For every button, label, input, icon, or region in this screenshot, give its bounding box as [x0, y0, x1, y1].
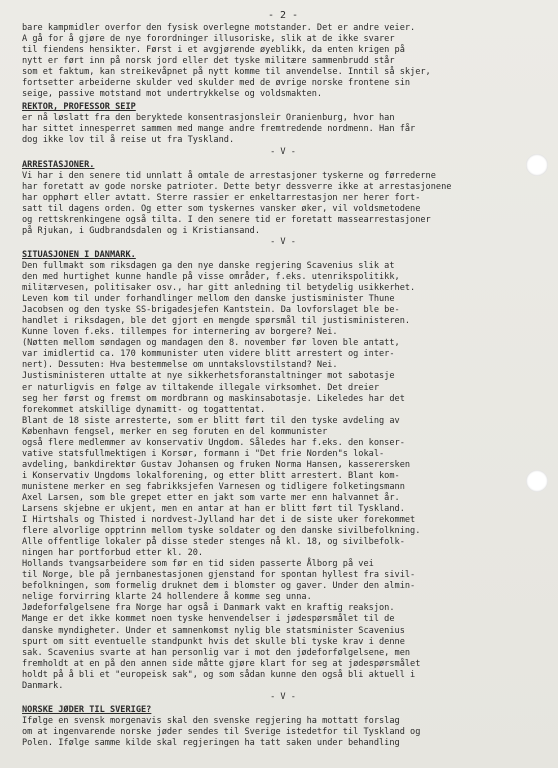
section-danmark [22, 250, 544, 703]
text-line: og rettskrenkingene også tilta. I den senere tid er foretatt massearrestasjoner [22, 214, 431, 225]
text-line: avdeling, bankdirektør Gustav Johansen og fruken Norma Hansen, kasserersken [22, 459, 411, 470]
text-line: Jacobsen og den tyske SS-brigadesjefen Kantstein. Da lovforslaget ble be- [22, 305, 400, 316]
section-norske-joder [22, 705, 544, 749]
text-line: også flere medlemmer av konservativ Ungdom. Således har f.eks. den konser- [22, 437, 405, 448]
text-line: fremholdt at en på den annen side måtte gjøre klart for seg at jødespørsmålet [22, 658, 421, 669]
section-separator: - V - [270, 236, 296, 247]
text-line: Kunne loven f.eks. tillempes for internering av borgere? Nei. [22, 327, 338, 338]
text-line: I Hirtshals og Thisted i nordvest-Jylland har det i de siste uker forekommet [22, 515, 416, 526]
section-heading: ARRESTASJONER. [22, 159, 95, 170]
text-line: som et faktum, kan streikevåpnet på nytt komme til anvendelse. Inntil så skjer, [22, 67, 431, 78]
section-heading: SITUASJONEN I DANMARK. [22, 249, 136, 260]
punch-hole [526, 470, 548, 492]
text-line: (Nøtten mellom søndagen og mandagen den 8. november før loven ble antatt, [22, 338, 400, 349]
text-line: i Konservativ Ungdoms lokalforening, og etter blitt arrestert. Blant kom- [22, 470, 400, 481]
text-line: forekommet atskillige dynamitt- og togattentat. [22, 404, 266, 415]
text-line: militærvesen, politisaker osv., har gitt anledning til betydelig usikkerhet. [22, 283, 416, 294]
text-line: har opphørt eller avtatt. Sterre rassier er enkeltarrestasjon ner herer fort- [22, 192, 421, 203]
text-line: Mange er det ikke kommet noen tyske henvendelser i jødespørsmålet til de [22, 614, 395, 625]
text-line: vative statsfullmektigen i Korsør, formann i "Det frie Norden"s lokal- [22, 448, 385, 459]
section-rektor-seip [22, 102, 544, 157]
text-line: befolkningen, som formelig druknet dem i blomster og gaver. Under den almin- [22, 581, 416, 592]
text-line: munistene merker en seg fabrikksjefen Varnesen og tidligere folketingsmann [22, 481, 405, 492]
text-line: Den fullmakt som riksdagen ga den nye danske regjering Scavenius slik at [22, 260, 395, 271]
text-line: spurt om sitt eventuelle standpunkt hvis det skulle bli tyske krav i denne [22, 636, 405, 647]
section-heading: NORSKE JØDER TIL SVERIGE? [22, 704, 152, 715]
text-line: seg her først og fremst om mordbrann og maskinsabotasje. Likeledes har det [22, 393, 405, 404]
text-line: er nå løslatt fra den beryktede konsentrasjonsleir Oranienburg, hvor han [22, 113, 395, 124]
text-line: Danmark. [22, 680, 64, 691]
text-line: Hollands tvangsarbeidere som før en tid siden passerte Ålborg på vei [22, 559, 374, 570]
section-separator: - V - [270, 691, 296, 702]
text-line: Vi har i den senere tid unnlatt å omtale de arrestasjoner tyskerne og førrederne [22, 170, 436, 181]
text-line: til fiendens hensikter. Først i et avgjørende øyeblikk, da enten krigen på [22, 45, 405, 56]
text-line: nelige forvirring klarte 24 hollendere å komme seg unna. [22, 592, 312, 603]
text-line: seige, passive motstand mot undertrykkelse og voldsmakten. [22, 89, 323, 100]
text-line: fortsetter arbeiderne skulder ved skulder med de øvrige norske frontene sin [22, 78, 411, 89]
text-line: Polen. Ifølge samme kilde skal regjeringen ha tatt saken under behandling [22, 738, 400, 748]
text-line: ningen har portforbud etter kl. 20. [22, 548, 204, 559]
text-line: Axel Larsen, som ble grepet etter en jakt som varte mer enn halvannet år. [22, 492, 400, 503]
text-line: nytt er ført inn på norsk jord eller det tyske militære sammenbrudd står [22, 56, 395, 67]
text-line: Justisministeren uttalte at nye sikkerhetsforanstaltninger mot sabotasje [22, 371, 395, 382]
text-line: bare kampmidler overfor den fysisk overlegne motstander. Det er andre veier. [22, 23, 416, 33]
text-line: Jødeforfølgelsene fra Norge har også i Danmark vakt en kraftig reaksjon. [22, 603, 395, 614]
text-line: på Rjukan, i Gudbrandsdalen og i Kristiansand. [22, 225, 260, 236]
page-number: - 2 - [267, 10, 299, 21]
text-line: nert). Dessuten: Hva bestemmelse om unntakslovstilstand? Nei. [22, 360, 338, 371]
text-line: om at ingenvarende norske jøder sendes til Sverige istedetfor til Tyskland og [22, 726, 421, 737]
text-line: dog ikke lov til å reise ut fra Tyskland. [22, 135, 235, 146]
text-line: den med hurtighet kunne handle på visse områder, f.eks. utenrikspolitikk, [22, 272, 400, 283]
text-line: Leven kom til under forhandlinger mellom den danske justisminister Thune [22, 294, 395, 305]
section-heading: REKTOR, PROFESSOR SEIP [22, 102, 136, 113]
section-arrestasjoner [22, 160, 544, 248]
text-line: sak. Scavenius svarte at han personlig var i mot den jødeforfølgelsene, men [22, 647, 411, 658]
punch-hole [526, 154, 548, 176]
text-line: har sittet innesperret sammen med mange andre fremtredende nordmenn. Han får [22, 124, 416, 135]
section-intro [22, 23, 544, 100]
text-line: flere alvorlige opptrinn mellom tyske soldater og den danske sivilbefolkning. [22, 526, 421, 537]
text-line: holdt på å bli et "europeisk sak", og som sådan kunne den også bli aktuell i [22, 669, 416, 680]
text-line: Alle offentlige lokaler på disse steder stenges nå kl. 18, og sivilbefolk- [22, 537, 405, 548]
text-line: er naturligvis en følge av tiltakende illegale virksomhet. Det dreier [22, 382, 379, 393]
text-line: har foretatt av gode norske patrioter. Dette betyr dessverre ikke at arrestasjonene [22, 181, 452, 192]
text-line: Larsens skjebne er ukjent, men en antar at han er blitt ført til Tyskland. [22, 504, 405, 515]
text-line: Ifølge en svensk morgenavis skal den svenske regjering ha mottatt forslag [22, 715, 400, 726]
text-line: danske myndigheter. Under et samnenkomst nylig ble statsminister Scavenius [22, 625, 405, 636]
text-line: var imidlertid ca. 170 kommunister uten videre blitt arrestert og inter- [22, 349, 395, 360]
text-line: Blant de 18 siste arresterte, som er blitt ført til den tyske avdeling av [22, 415, 400, 426]
text-line: A gå for å gjøre de nye forordninger illusoriske, slik at de ikke svarer [22, 34, 395, 45]
text-line: til Norge, ble på jernbanestasjonen gjenstand for spontan hyllest fra sivil- [22, 570, 416, 581]
text-line: København fengsel, merker en seg foruten en del kommunister [22, 426, 328, 437]
section-separator: - V - [270, 146, 296, 157]
text-line: handlet i riksdagen, ble det gjort en mengde spørsmål til justisministeren. [22, 316, 411, 327]
text-line: satt til dagens orden. Og etter som tyskernes vansker øker, vil voldsmetodene [22, 203, 421, 214]
